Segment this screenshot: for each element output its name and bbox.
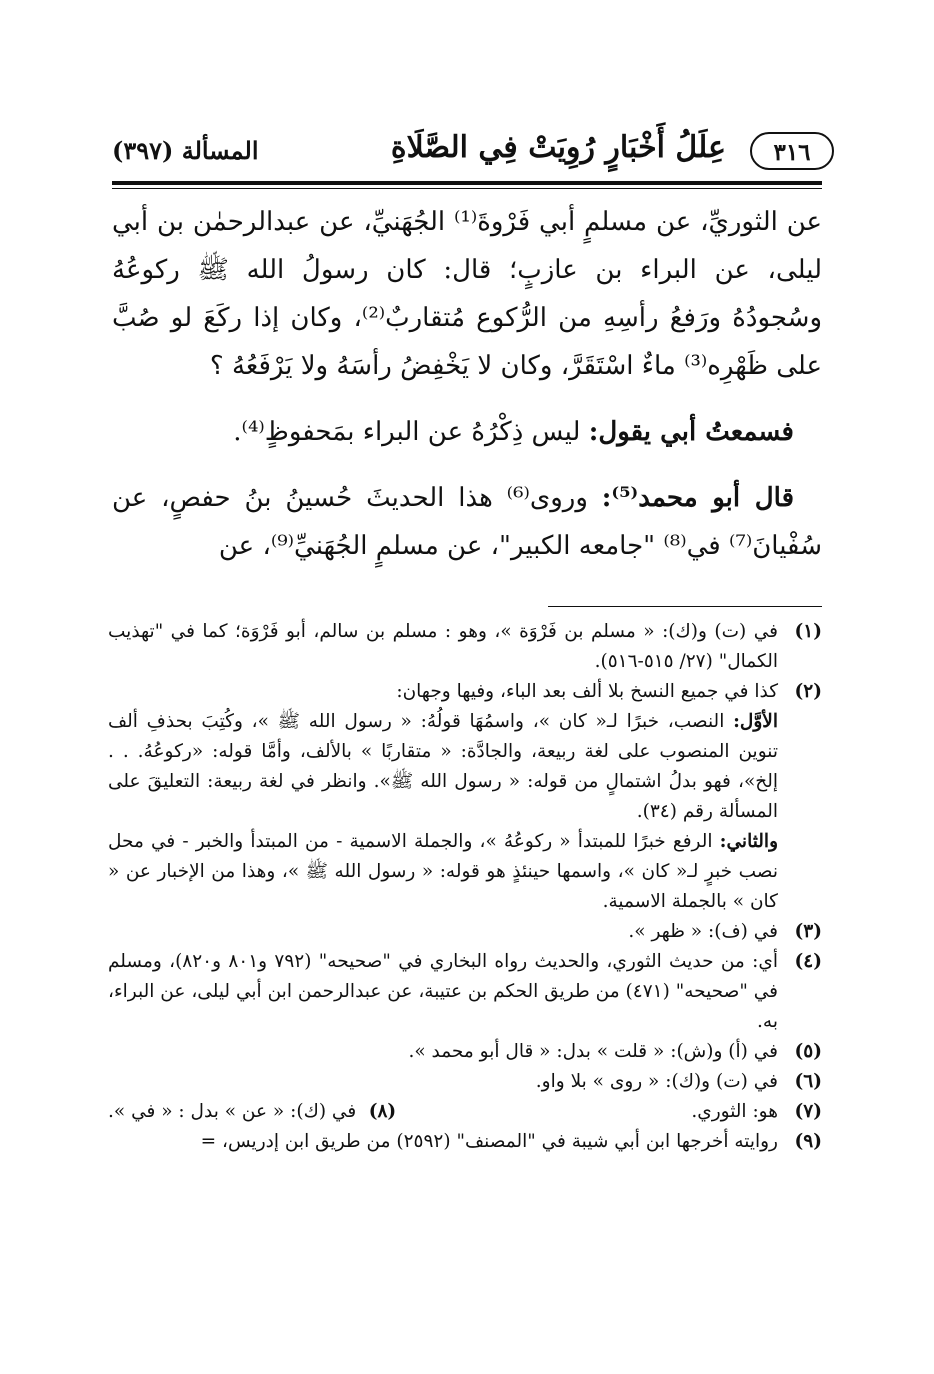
view-label: الأوَّل:: [733, 711, 778, 732]
footnotes: [108, 617, 822, 1157]
footnote-row-7-8: [108, 1097, 822, 1127]
footnote-number: (٣): [794, 921, 822, 942]
footnote-first-view: [108, 707, 778, 827]
speaker-label: فسمعتُ أبي يقول:: [588, 417, 794, 447]
footnote-text: هو: الثوري.: [691, 1101, 778, 1122]
footnote-number: (٨): [368, 1101, 397, 1122]
paragraph-text: وروى⁽⁶⁾ هذا الحديثَ حُسينُ بنُ حفصٍ، عن سُفْيانَ⁽⁷⁾ في⁽⁸⁾ "جامعه الكبير"، عن مسلمٍ الجُهَنيِّ⁽⁹⁾، عن: [112, 483, 822, 561]
footnote-separator: [548, 606, 822, 607]
footnote-text: في (ف): « ظهر ».: [628, 921, 778, 942]
view-text: النصب، خبرًا لـ« كان »، واسمُهَا قولُهُ: « رسول الله ﷺ »، وكُتِبَ بحذفِ ألف تنوين المنصوب على لغة ربيعة، والجادَّة: « متقاربًا » بالألف، وأمَّا قوله: «ركوعُهُ. . . إلخ»، فهو بدلُ اشتمالٍ من قوله: « رسول الله ﷺ». وانظر في لغة ربيعة: التعليقَ على المسألة رقم (٣٤).: [108, 711, 778, 822]
footnote-7: [442, 1097, 822, 1127]
book-title: عِلَلُ أَخْبَارٍ رُوِيَتْ فِي الصَّلَاةِ: [390, 130, 726, 165]
masala-number: المسألة (٣٩٧): [112, 136, 259, 165]
footnote-9: [108, 1127, 822, 1157]
footnote-number: (٩): [794, 1131, 822, 1152]
paragraph-text: ليس ذِكْرُهُ عن البراء بمَحفوظٍ⁽⁴⁾.: [233, 417, 589, 447]
footnote-second-view: [108, 827, 778, 917]
main-text: [112, 198, 822, 570]
footnote-number: (٢): [794, 681, 822, 702]
footnote-number: (٧): [794, 1101, 822, 1122]
header-rule-thick: [112, 181, 822, 185]
paragraph-isnad: عن الثوريِّ، عن مسلمٍ أبي فَرْوةَ⁽¹⁾ الجُهَنيِّ، عن عبدالرحمٰن بن أبي ليلى، عن البراء بن عازبٍ؛ قال: كان رسولُ الله ﷺ ركوعُهُ وسُجودُهُ ورَفعُ رأسِهِ من الرُّكوع مُتقاربٌ⁽²⁾، وكان إذا ركَعَ لو صُبَّ على ظَهْرِه⁽³⁾ ماءٌ اسْتَقَرَّ، وكان لا يَخْفِضُ رأسَهُ ولا يَرْفَعُهُ ؟: [112, 207, 823, 381]
footnote-text: في (ك): « عن » بدل : « في ».: [108, 1101, 357, 1122]
paragraph-abu-muhammad: [112, 474, 822, 570]
footnote-text: في (ت) و(ك): « مسلم بن فَرْوَة »، وهو : مسلم بن سالم، أبو فَرْوَة؛ كما في "تهذيب الكمال" (٢٧/ ٥١٥-٥١٦).: [108, 621, 778, 672]
footnote-8: [108, 1097, 396, 1127]
footnote-number: (١): [794, 621, 822, 642]
header-rule-thin: [112, 188, 822, 189]
speaker-label: قال أبو محمد⁽⁵⁾:: [601, 483, 795, 513]
paragraph-abu-hatim: [112, 408, 822, 456]
footnote-text: كذا في جميع النسخ بلا ألف بعد الباء، وفيها وجهان:: [396, 681, 778, 702]
footnote-number: (٦): [794, 1071, 822, 1092]
footnote-number: (٥): [794, 1041, 822, 1062]
footnote-5: [108, 1037, 822, 1067]
footnote-4: [108, 947, 822, 1037]
view-label: والثاني:: [719, 831, 778, 852]
footnote-1: [108, 617, 822, 677]
running-header: [112, 126, 822, 176]
footnote-2: [108, 677, 822, 917]
footnote-3: [108, 917, 822, 947]
footnote-text: روايته أخرجها ابن أبي شيبة في "المصنف" (٢٥٩٢) من طريق ابن إدريس، =: [200, 1131, 778, 1152]
footnote-text: في (ت) و(ك): « روى » بلا واو.: [535, 1071, 778, 1092]
footnote-text: في (أ) و(ش): « قلت » بدل: « قال أبو محمد ».: [408, 1041, 778, 1062]
view-text: الرفع خبرًا للمبتدأ « ركوعُهُ »، والجملة الاسمية - من المبتدأ والخبر - في محل نصب خبرٍ لـ« كان »، واسمها حينئذٍ هو قوله: « رسول الله ﷺ »، وهذا من الإخبار عن « كان » بالجملة الاسمية.: [108, 831, 778, 912]
page-number: ٣١٦: [750, 132, 834, 170]
footnote-number: (٤): [794, 951, 822, 972]
footnote-6: [108, 1067, 822, 1097]
footnote-text: أي: من حديث الثوري، والحديث رواه البخاري في "صحيحه" (٧٩٢ و٨٠١ و٨٢٠)، ومسلم في "صحيحه" (٤٧١) من طريق الحكم بن عتيبة، عن عبدالرحمن ابن أبي ليلى، عن البراء، به.: [108, 951, 779, 1032]
